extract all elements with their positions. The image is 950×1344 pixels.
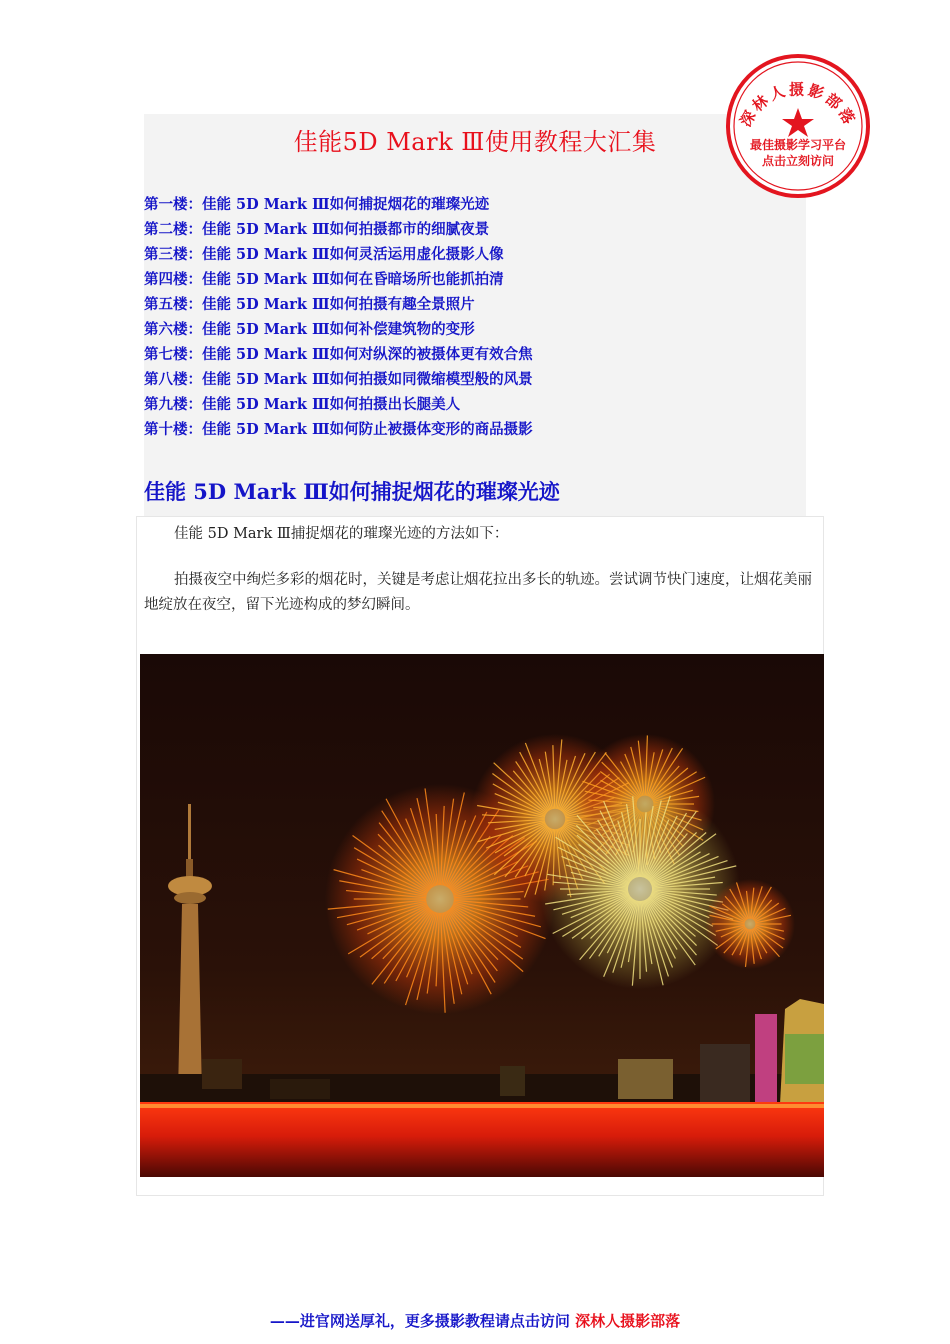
toc-link-7[interactable]: 第七楼：佳能 5D Mark Ⅲ如何对纵深的被摄体更有效合焦 bbox=[144, 346, 533, 363]
toc-link-2[interactable]: 第二楼：佳能 5D Mark Ⅲ如何拍摄都市的细腻夜景 bbox=[144, 221, 490, 238]
toc-link-5[interactable]: 第五楼：佳能 5D Mark Ⅲ如何拍摄有趣全景照片 bbox=[144, 296, 475, 313]
toc-link-1[interactable]: 第一楼：佳能 5D Mark Ⅲ如何捕捉烟花的璀璨光迹 bbox=[144, 196, 490, 213]
intro-paragraph: 佳能 5D Mark Ⅲ捕捉烟花的璀璨光迹的方法如下： bbox=[174, 526, 509, 542]
toc-link-8[interactable]: 第八楼：佳能 5D Mark Ⅲ如何拍摄如同微缩模型般的风景 bbox=[144, 371, 533, 388]
section-heading: 佳能 5D Mark Ⅲ如何捕捉烟花的璀璨光迹 bbox=[144, 479, 560, 504]
table-of-contents bbox=[144, 192, 533, 442]
body-paragraph: 拍摄夜空中绚烂多彩的烟花时，关键是考虑让烟花拉出多长的轨迹。尝试调节快门速度，让烟花美丽地绽放在夜空，留下光迹构成的梦幻瞬间。 bbox=[144, 572, 812, 613]
stamp-arc-text: 深林人摄影部落 bbox=[736, 80, 860, 130]
toc-link-3[interactable]: 第三楼：佳能 5D Mark Ⅲ如何灵活运用虚化摄影人像 bbox=[144, 246, 504, 263]
toc-link-6[interactable]: 第六楼：佳能 5D Mark Ⅲ如何补偿建筑物的变形 bbox=[144, 321, 475, 338]
footer-text: ——进官网送厚礼，更多摄影教程请点击访问 bbox=[269, 1312, 570, 1330]
footer-link[interactable]: 深林人摄影部落 bbox=[575, 1312, 681, 1330]
stamp-line-1: 最佳摄影学习平台 bbox=[749, 138, 847, 152]
toc-link-4[interactable]: 第四楼：佳能 5D Mark Ⅲ如何在昏暗场所也能抓拍清 bbox=[144, 271, 504, 288]
toc-link-10[interactable]: 第十楼：佳能 5D Mark Ⅲ如何防止被摄体变形的商品摄影 bbox=[144, 421, 533, 438]
stamp-badge[interactable] bbox=[724, 52, 872, 200]
stamp-line-2: 点击立刻访问 bbox=[761, 154, 835, 168]
toc-link-9[interactable]: 第九楼：佳能 5D Mark Ⅲ如何拍摄出长腿美人 bbox=[144, 396, 461, 413]
document-title: 佳能5D Mark Ⅲ使用教程大汇集 bbox=[293, 128, 657, 156]
footer bbox=[0, 1310, 950, 1331]
fireworks-photo bbox=[140, 654, 824, 1177]
